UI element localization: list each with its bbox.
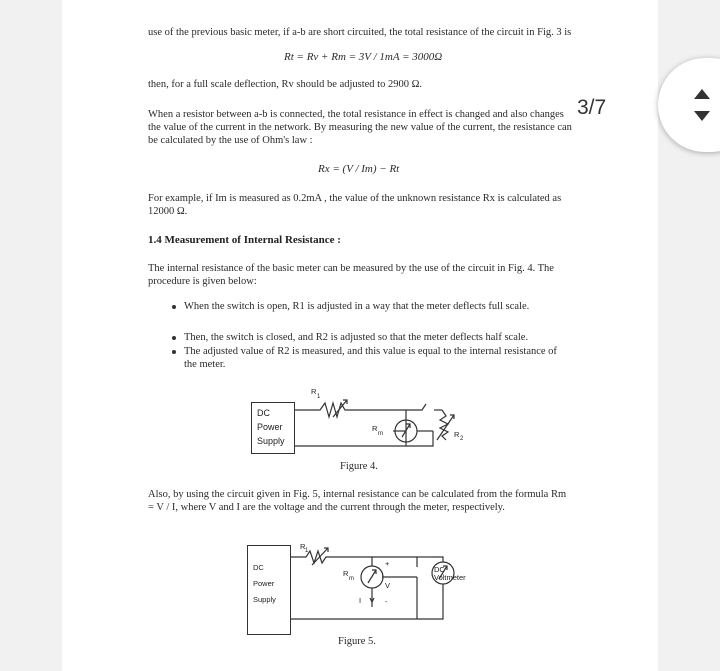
- rm-subscript: m: [349, 576, 354, 582]
- paragraph-4: For example, if Im is measured as 0.2mA , the value of the unknown resistance Rx is calculated as 12000 Ω.: [148, 193, 562, 217]
- supply-label-line3: Supply: [257, 436, 285, 446]
- r1-variable-arrow: [312, 548, 328, 565]
- rm-label: R: [343, 569, 349, 578]
- r1-label: R: [300, 542, 306, 551]
- paragraph-6: Also, by using the circuit given in Fig. 5, internal resistance can be calculated from the formula Rm = V / I, where V and I are the voltage and the current through the meter, respectively.: [148, 489, 567, 513]
- chevron-up-icon[interactable]: [694, 89, 710, 99]
- r1-subscript: 1: [305, 548, 309, 554]
- r1-resistor: [290, 551, 372, 566]
- voltage-label: V: [385, 581, 391, 590]
- plus-sign: +: [385, 559, 390, 568]
- rm-label: R: [372, 424, 378, 433]
- figure-4-caption: Figure 4.: [340, 461, 378, 472]
- supply-label-line1: DC: [257, 408, 270, 418]
- paragraph-3: When a resistor between a-b is connected, the total resistance in effect is changed and also changes the value of the current in the network. By measuring the new value of the current, the resistance can be calculated by the use of Ohm's law :: [148, 109, 572, 146]
- paragraph-1: use of the previous basic meter, if a-b are short circuited, the total resistance of the circuit in Fig. 3 is: [148, 27, 572, 38]
- section-heading: 1.4 Measurement of Internal Resistance :: [148, 234, 341, 246]
- chevron-down-icon[interactable]: [694, 111, 710, 121]
- paragraph-2: then, for a full scale deflection, Rv should be adjusted to 2900 Ω.: [148, 79, 423, 90]
- equation-total-resistance: Rt = Rv + Rm = 3V / 1mA = 3000Ω: [284, 51, 443, 63]
- document-page: [62, 0, 658, 671]
- r1-subscript: 1: [317, 394, 321, 400]
- r2-subscript: 2: [460, 436, 464, 442]
- r2-label: R: [454, 430, 460, 439]
- paragraph-5: The internal resistance of the basic meter can be measured by the use of the circuit in Fig. 4. The procedure is given below:: [148, 263, 554, 287]
- voltmeter-label-line2: Voltmeter: [434, 573, 466, 582]
- r1-label: R: [311, 387, 317, 396]
- supply-label-line2: Power: [257, 422, 283, 432]
- page-counter: 3/7: [577, 96, 607, 119]
- supply-label-line2: Power: [253, 579, 275, 588]
- bullet-item-1: When the switch is open, R1 is adjusted in a way that the meter deflects full scale.: [184, 301, 530, 312]
- current-label: I: [359, 596, 362, 605]
- supply-label-line3: Supply: [253, 595, 276, 604]
- bullet-item-3: The adjusted value of R2 is measured, and this value is equal to the internal resistance of the meter.: [184, 346, 557, 370]
- voltmeter-label-line1: DC: [434, 565, 445, 574]
- figure-5-caption: Figure 5.: [338, 636, 376, 647]
- supply-label-line1: DC: [253, 563, 264, 572]
- bullet-item-2: Then, the switch is closed, and R2 is adjusted so that the meter deflects half scale.: [184, 332, 529, 343]
- page-nav-control: [658, 58, 720, 152]
- equation-unknown-resistance: Rx = (V / Im) − Rt: [318, 163, 400, 175]
- minus-sign: -: [385, 597, 388, 606]
- wire-top-right: [372, 557, 417, 567]
- figure-5-circuit: [62, 0, 658, 671]
- rm-subscript: m: [378, 431, 383, 437]
